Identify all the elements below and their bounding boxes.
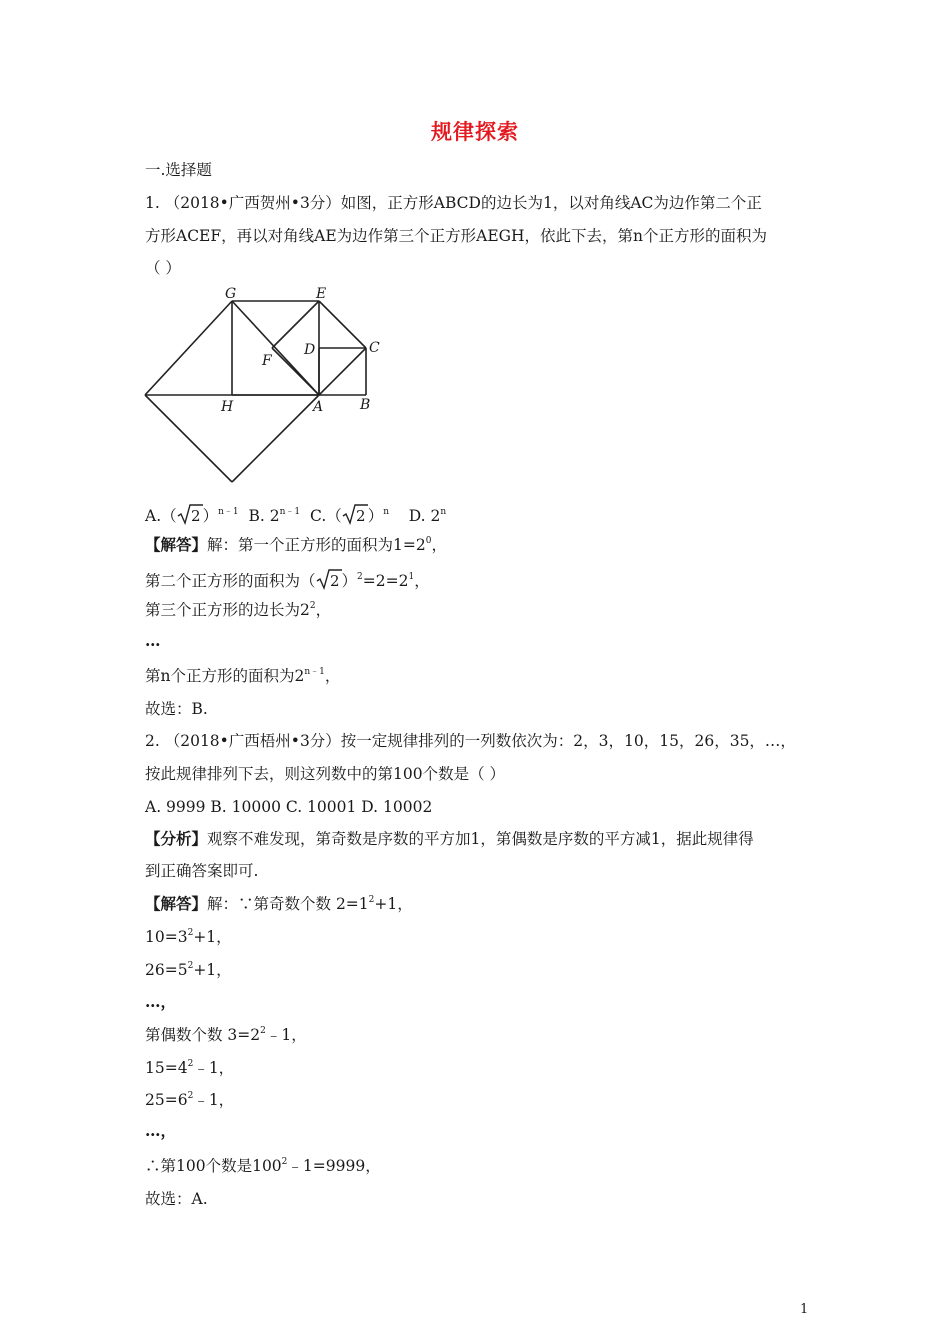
- option-a: A.（ 2 ）$^{n﹣1}$: [145, 507, 239, 525]
- option-b: B. $2^{n﹣1}$: [248, 507, 301, 525]
- label-e: E: [316, 286, 327, 302]
- q2-solution-line6: $15=4^2﹣1$，: [145, 1059, 235, 1077]
- q2-solution-ellipsis-2: …，: [145, 1121, 177, 1140]
- sqrt-symbol: [316, 568, 342, 590]
- svg-text:2: 2: [329, 572, 340, 590]
- q1-options: [145, 503, 446, 526]
- edge-g-left: [145, 301, 232, 395]
- q2-solution-line7: $25=6^2﹣1$，: [145, 1091, 235, 1109]
- label-d: D: [304, 342, 316, 358]
- q1-stem-line3: （ ）: [145, 259, 181, 277]
- q2-solution-line5: 第偶数个数 $3=2^2﹣1$，: [145, 1026, 307, 1044]
- q1-geometry-figure: [140, 282, 390, 487]
- edge-bottom-a: [232, 395, 319, 482]
- label-h: H: [221, 399, 234, 415]
- q2-solution-line2: $10=3^2+1$，: [145, 928, 232, 946]
- q2-analysis-line1: 【分析】观察不难发现，第奇数是序数的平方加1，第偶数是序数的平方减1，据此规律得: [145, 829, 754, 848]
- document-title: 规律探索: [431, 120, 519, 144]
- q2-options: A. 9999 B. 10000 C. 10001 D. 10002: [145, 798, 433, 816]
- q1-solution-line3: 第三个正方形的边长为$2^2$，: [145, 601, 332, 619]
- svg-text:2: 2: [355, 507, 366, 525]
- edge-ef: [272, 301, 319, 348]
- q2-solution-line9: ∴第100个数是$100^2﹣1=9999$，: [145, 1157, 381, 1175]
- section-heading: 一.选择题: [145, 161, 212, 179]
- label-b: B: [360, 397, 371, 413]
- label-f: F: [262, 353, 272, 369]
- q2-analysis-line2: 到正确答案即可.: [145, 862, 259, 880]
- label-g: G: [225, 286, 237, 302]
- q1-solution-line1: 【解答】解：第一个正方形的面积为$1=2^0$，: [145, 535, 447, 554]
- q2-solution-ellipsis: …，: [145, 992, 177, 1011]
- option-c: C.（ 2 ）$^n$: [310, 507, 389, 525]
- sqrt-symbol: [342, 503, 368, 525]
- q2-stem-line2: 按此规律排列下去，则这列数中的第100个数是（ ）: [145, 765, 506, 783]
- q1-answer: 故选：B.: [145, 700, 208, 718]
- q1-solution-line5: 第n个正方形的面积为$2^{n﹣1}$，: [145, 667, 341, 685]
- q2-solution-line1: 【解答】解：∵第奇数个数 $2=1^2+1$，: [145, 894, 413, 913]
- q1-solution-line2: 第二个正方形的面积为（ 2 ）$^2=2=2^1$，: [145, 568, 430, 591]
- edge-ce: [319, 301, 366, 348]
- q2-solution-line3: $26=5^2+1$，: [145, 961, 232, 979]
- sqrt-symbol: [177, 503, 203, 525]
- edge-ac: [319, 348, 366, 395]
- edge-left-bottom: [145, 395, 232, 482]
- label-c: C: [369, 340, 380, 356]
- page-number: 1: [800, 1302, 809, 1317]
- option-d: D. 2$^n$: [408, 507, 447, 525]
- q2-answer: 故选：A.: [145, 1190, 208, 1208]
- q1-solution-ellipsis: …: [145, 631, 161, 650]
- label-a: A: [313, 399, 324, 415]
- q1-stem-line1: 1. （2018•广西贺州•3分）如图，正方形ABCD的边长为1，以对角线AC为边作第二个正: [145, 194, 762, 212]
- q1-stem-line2: 方形ACEF，再以对角线AE为边作第三个正方形AEGH，依此下去，第n个正方形的面积为: [145, 227, 768, 245]
- q2-stem-line1: 2. （2018•广西梧州•3分）按一定规律排列的一列数依次为：2，3，10，15，26，35，…，: [145, 732, 796, 750]
- svg-text:2: 2: [190, 507, 201, 525]
